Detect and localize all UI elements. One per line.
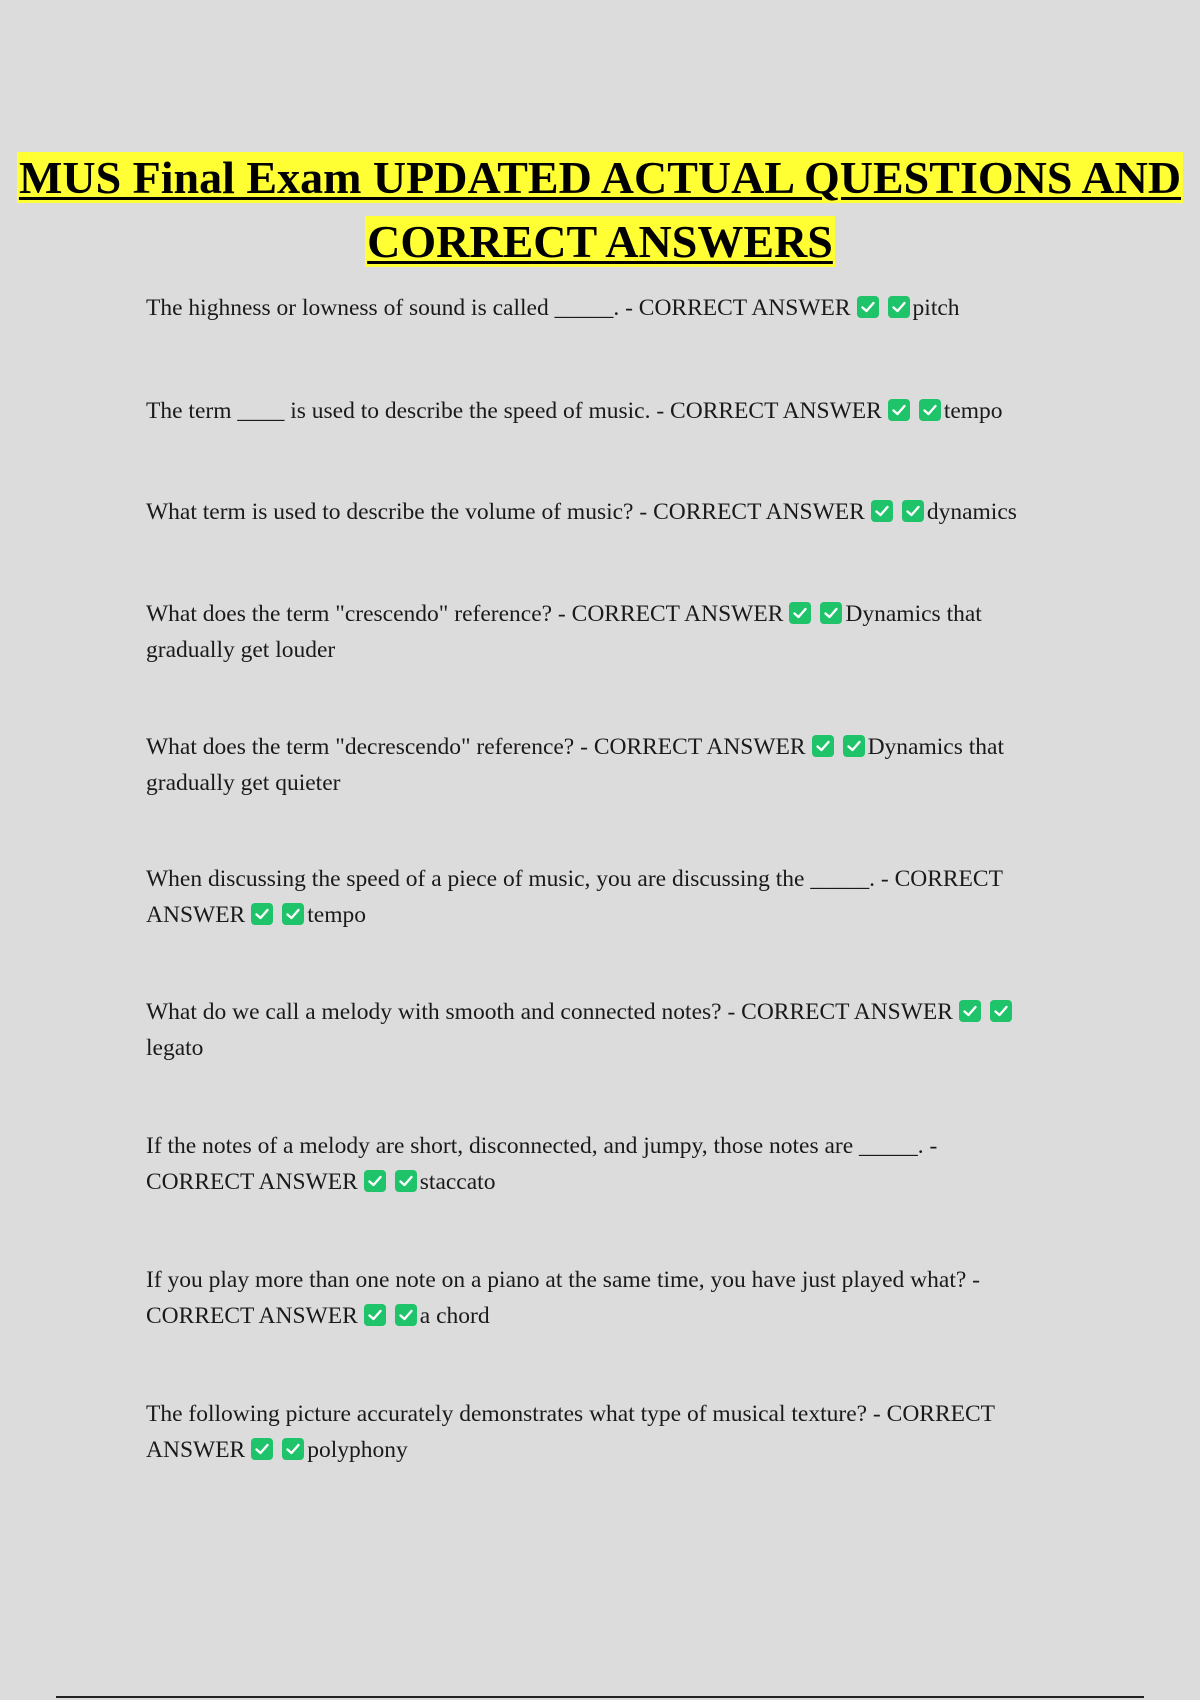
answer-label: CORRECT ANSWER <box>741 999 953 1025</box>
answer-text: Dynamics that gradually get quieter <box>146 734 1004 796</box>
answer-text: a chord <box>419 1303 490 1329</box>
qa-item <box>146 1262 1046 1334</box>
question-text: If you play more than one note on a piano at the same time, you have just played what? - <box>146 1267 980 1293</box>
qa-item <box>146 393 1046 429</box>
check-box-icon <box>871 500 893 522</box>
check-box-icon <box>251 903 273 925</box>
answer-label: CORRECT ANSWER <box>146 1401 995 1463</box>
answer-label: CORRECT ANSWER <box>146 1169 358 1195</box>
check-box-icon <box>251 1438 273 1460</box>
answer-text: legato <box>146 1035 204 1061</box>
answer-label: CORRECT ANSWER <box>146 866 1003 928</box>
question-text: When discussing the speed of a piece of music, you are discussing the _____. - <box>146 866 889 892</box>
check-box-icon <box>789 602 811 624</box>
answer-label: CORRECT ANSWER <box>593 734 806 760</box>
qa-item <box>146 494 1046 530</box>
check-box-icon <box>990 1000 1012 1022</box>
check-box-icon <box>282 903 304 925</box>
question-text: If the notes of a melody are short, disconnected, and jumpy, those notes are _____. - <box>146 1133 938 1159</box>
answer-label: CORRECT ANSWER <box>653 499 865 525</box>
answer-text: tempo <box>943 398 1003 424</box>
footer-divider <box>56 1696 1144 1698</box>
question-text: What does the term "crescendo" reference? - <box>146 601 566 627</box>
check-box-icon <box>919 399 941 421</box>
answer-text: polyphony <box>307 1437 408 1463</box>
check-box-icon <box>812 735 834 757</box>
question-text: The term ____ is used to describe the speed of music. - <box>146 398 665 424</box>
question-text: What does the term "decrescendo" reference? - <box>146 734 588 760</box>
check-box-icon <box>888 399 910 421</box>
check-box-icon <box>395 1304 417 1326</box>
answer-text: tempo <box>307 902 366 928</box>
check-box-icon <box>820 602 842 624</box>
check-box-icon <box>843 735 865 757</box>
answer-label: CORRECT ANSWER <box>670 398 882 424</box>
answer-text: Dynamics that gradually get louder <box>146 601 982 663</box>
check-box-icon <box>282 1438 304 1460</box>
document-title: MUS Final Exam UPDATED ACTUAL QUESTIONS AND CORRECT ANSWERS <box>18 152 1182 267</box>
check-box-icon <box>959 1000 981 1022</box>
question-text: What term is used to describe the volume of music? - <box>146 499 648 525</box>
qa-item <box>146 290 1046 326</box>
answer-label: CORRECT ANSWER <box>638 295 851 321</box>
check-box-icon <box>395 1170 417 1192</box>
check-box-icon <box>364 1304 386 1326</box>
qa-item <box>146 729 1046 801</box>
check-box-icon <box>888 296 910 318</box>
check-box-icon <box>902 500 924 522</box>
question-text: The following picture accurately demonstrates what type of musical texture? - <box>146 1401 881 1427</box>
qa-item <box>146 1396 1046 1468</box>
title-block <box>0 146 1200 274</box>
qa-item <box>146 1128 1046 1200</box>
question-text: The highness or lowness of sound is called _____. - <box>146 295 633 321</box>
question-text: What do we call a melody with smooth and connected notes? - <box>146 999 736 1025</box>
answer-label: CORRECT ANSWER <box>146 1303 358 1329</box>
check-box-icon <box>364 1170 386 1192</box>
qa-item <box>146 994 1046 1066</box>
answer-text: pitch <box>912 295 960 321</box>
answer-label: CORRECT ANSWER <box>571 601 784 627</box>
check-box-icon <box>857 296 879 318</box>
qa-item <box>146 861 1046 933</box>
qa-item <box>146 596 1046 668</box>
answer-text: staccato <box>419 1169 496 1195</box>
answer-text: dynamics <box>926 499 1017 525</box>
